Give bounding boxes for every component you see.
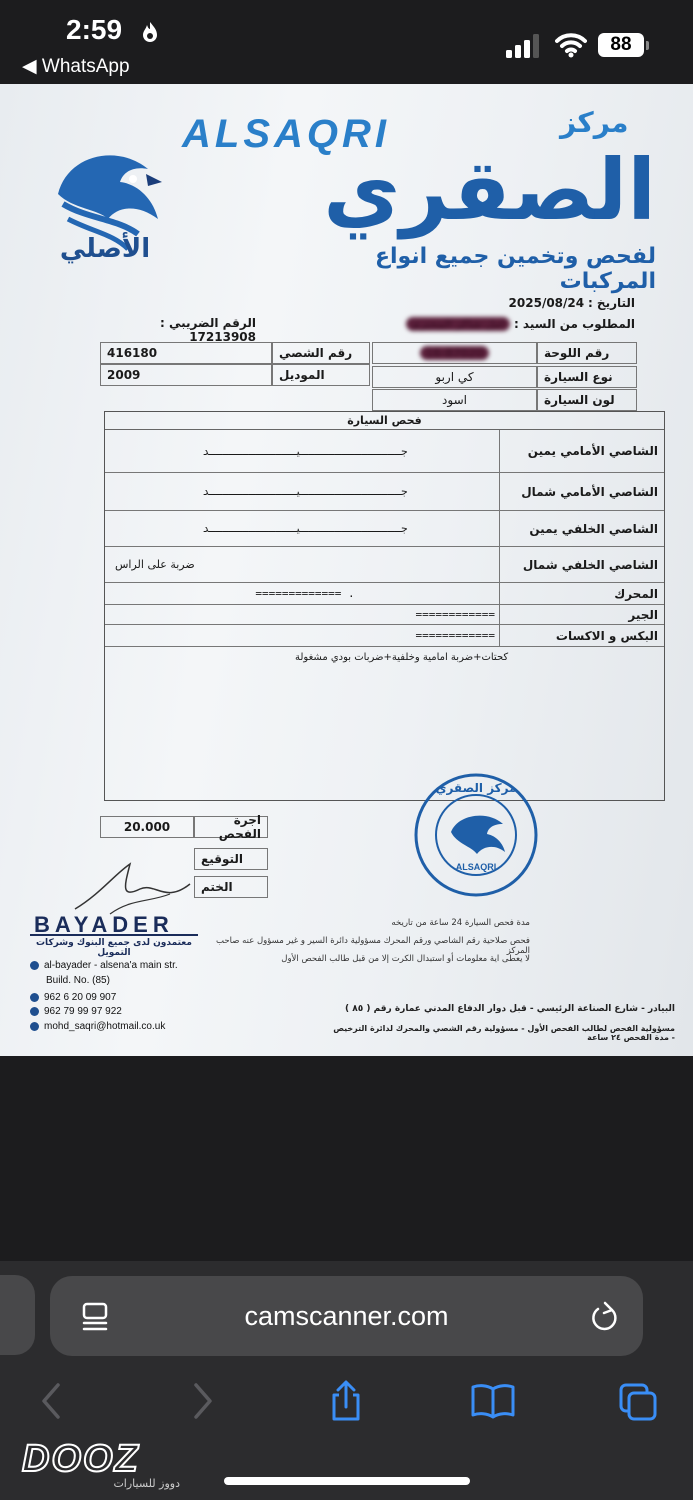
clock: 2:59 [66,14,123,45]
eagle-subtitle: الأصلي [59,234,151,264]
column-divider [499,473,500,510]
plate-value [372,342,537,364]
phone-1-text: 962 6 20 09 907 [44,992,117,1003]
url-text: camscanner.com [244,1301,449,1331]
watermark-subtitle: دووز للسيارات [113,1477,180,1490]
home-indicator[interactable] [224,1477,470,1485]
brand-latin: ALSAQRI [182,112,390,156]
tax-row [96,316,256,344]
stamp-text: مركز الصقري [435,781,517,795]
tax-label: الرقم الضريبي : [160,316,256,330]
inspection-item-value: جـــــــــــــــيـــــــــــــد [202,444,408,458]
date-label: التاريخ : [587,296,635,310]
plate-label: رقم اللوحة [537,342,637,364]
inspection-row [105,625,664,647]
inspection-row [105,605,664,625]
model-value: 2009 [100,364,272,386]
cellular-signal-icon [506,34,544,58]
forward-arrow-icon[interactable] [182,1379,222,1423]
back-arrow-icon[interactable] [32,1379,72,1423]
requested-row [360,317,635,331]
phone-2-text: 962 79 99 97 922 [44,1006,122,1017]
focus-flame-icon [140,20,160,44]
back-to-whatsapp-link[interactable]: ◀ WhatsApp [22,56,130,77]
inspection-item-value: جـــــــــــــــيـــــــــــــد [202,485,408,498]
contact-phone-2 [30,1006,122,1017]
inspection-item-name: البكس و الاكسات [555,628,658,643]
fee-value: 20.000 [100,816,194,838]
location-icon [30,961,39,970]
date-value: 2025/08/24 [508,296,585,310]
requested-label: المطلوب من السيد : [513,317,635,331]
inspection-item-name: الشاصي الأمامي شمال [521,484,658,499]
terms-line: فحص صلاحية رقم الشاصي ورقم المحرك مسؤولية دائرة السير و غير مسؤول عنه صاحب المركز [216,936,530,956]
inspection-item-name: الشاصي الخلفي شمال [522,557,658,572]
terms-line: مدة فحص السيارة 24 ساعة من تاريخه [391,918,530,928]
column-divider [499,625,500,646]
battery-tip [646,41,649,50]
brand-arabic: الصقري [323,141,656,239]
inspection-row [105,473,664,511]
safari-toolbar [0,1261,693,1500]
inspection-row [105,547,664,583]
inspection-row [105,511,664,547]
battery-level: 88 [598,33,644,57]
tabs-icon[interactable] [618,1379,658,1423]
fee-label: اجرة الفحص [194,816,268,838]
mobile-icon [30,1007,39,1016]
inspection-item-name: الشاصي الخلفي يمين [529,521,658,536]
inspection-item-name: الشاصي الأمامي يمين [527,444,658,458]
brand-prefix: مركز [560,106,629,139]
inspection-item-value: ============ [415,608,495,621]
reload-icon[interactable] [590,1300,620,1332]
bayader-logo: BAYADER [34,912,174,937]
dooz-watermark-logo [20,1439,190,1491]
date-row [420,296,635,310]
color-label: لون السيارة [537,389,637,411]
empty-viewer-area [0,1056,693,1261]
bayader-tagline: معتمدون لدى جميع البنوك وشركات التمويل [30,934,198,958]
inspection-table [104,411,665,801]
terms-line: لا يعطى اية معلومات أو استبدال الكرت إلا من قبل طالب الفحص الأول [281,954,530,964]
email-text: mohd_saqri@hotmail.co.uk [44,1021,166,1032]
inspection-item-value: ============ [415,629,495,642]
status-bar [0,0,693,84]
email-icon [30,1022,39,1031]
type-label: نوع السيارة [537,366,637,388]
address-text: al-bayader - alsena'a main str. [44,960,178,971]
inspection-row [105,430,664,473]
contact-address [30,960,178,971]
center-stamp [413,772,539,898]
tax-value: 17213908 [189,330,256,344]
share-icon[interactable] [326,1379,366,1423]
watermark-logo-text: DOOZ [22,1439,140,1480]
footer-address: البيادر - شارع الصناعة الرئيسي - قبل دوار الدفاع المدني عمارة رقم ( ٨٥ ) [344,1004,675,1014]
contact-phone-1 [30,992,116,1003]
requested-value-redacted: امل شاكر المحترم [406,317,510,331]
color-value: اسود [372,389,537,411]
plate-value-text: 16-87020 [420,346,490,360]
column-divider [499,511,500,546]
stamp-latin: ALSAQRI [455,862,497,872]
column-divider [499,547,500,582]
previous-tab-preview[interactable] [0,1275,35,1355]
phone-icon [30,993,39,1002]
chassis-value: 416180 [100,342,272,364]
inspection-row [105,583,664,605]
address-bar[interactable] [50,1276,643,1356]
inspection-notes: كحتات+ضربة امامية وخلفية+ضربات بودي مشغولة [295,652,509,663]
contact-building: Build. No. (85) [46,975,110,986]
bookmarks-icon[interactable] [470,1379,516,1423]
column-divider [499,605,500,624]
type-value: كي اربو [372,366,537,388]
chassis-label: رقم الشصي [272,342,370,364]
inspection-item-value: جـــــــــــــــيـــــــــــــد [202,522,408,535]
inspection-item-value: ============= . [255,587,355,600]
model-label: الموديل [272,364,370,386]
contact-email [30,1021,165,1032]
scanned-inspection-report [0,84,693,1056]
signature-label: التوقيع [194,848,268,870]
inspection-item-value: ضربة على الراس [115,558,195,571]
column-divider [499,430,500,472]
column-divider [499,583,500,604]
inspection-item-name: المحرك [614,586,658,601]
seal-label: الختم [194,876,268,898]
wifi-icon [555,32,587,58]
footer-responsibility: مسؤولية الفحص لطالب الفحص الأول - مسؤولية رقم الشصي والمحرك لدائرة الترخيص - مدة الفحص ٢٤ ساعة [333,1024,675,1042]
brand-tagline: لفحص وتخمين جميع انواع المركبات [374,244,656,294]
inspection-title: فحص السيارة [105,412,664,430]
inspection-item-name: الجير [628,607,658,622]
